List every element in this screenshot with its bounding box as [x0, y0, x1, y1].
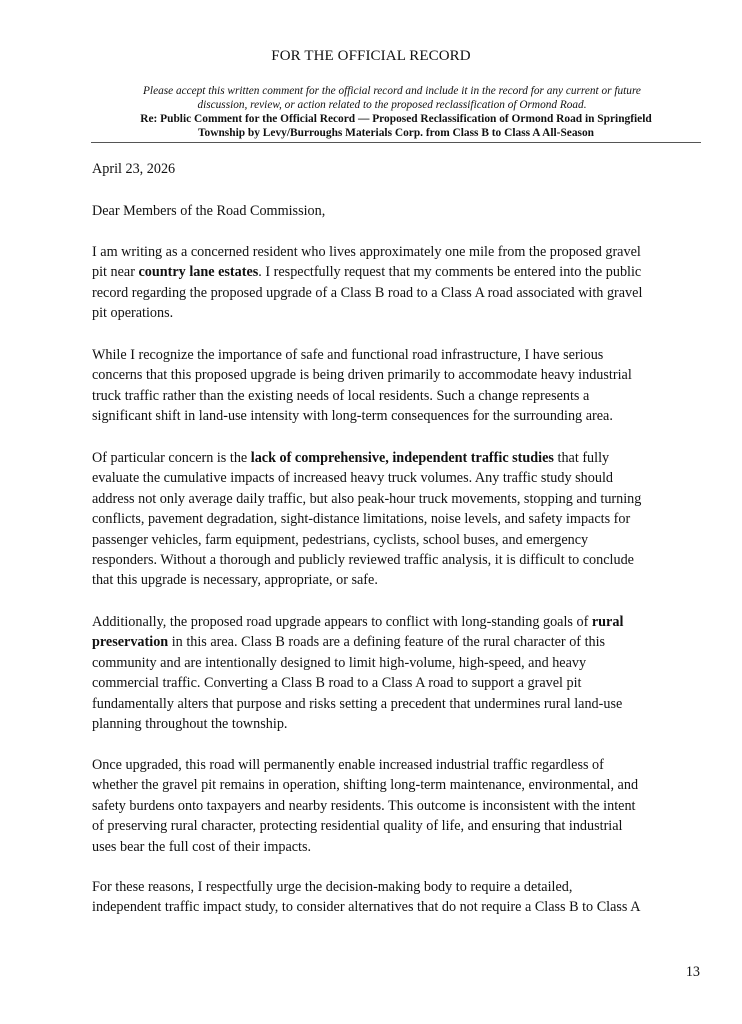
record-request-note-line: discussion, review, or action related to the proposed reclassification of Ormond Road. — [197, 99, 587, 112]
paragraph-line: community and are intentionally designed to limit high-volume, high-speed, and heavy — [92, 654, 587, 671]
paragraph-line — [92, 262, 712, 282]
emphasis-rural: rural — [591, 614, 624, 630]
subject-line — [86, 112, 706, 140]
emphasis-location: country lane estates — [138, 264, 259, 281]
paragraph-line: concerns that this proposed upgrade is being driven primarily to accommodate heavy industrial — [92, 367, 632, 384]
text-run: that fully — [553, 450, 610, 466]
text-run: Additionally, the proposed road upgrade appears to conflict with long-standing goals of — [92, 614, 592, 630]
page-number: 13 — [685, 964, 700, 980]
subject-line-text: Township by Levy/Burroughs Materials Corp. from Class B to Class A All-Season — [198, 127, 594, 140]
paragraph-line — [92, 612, 712, 632]
record-request-note-line: Please accept this written comment for the official record and include it in the record for any current or future — [143, 85, 641, 97]
paragraph-line — [92, 448, 712, 468]
paragraph-line: Once upgraded, this road will permanently enable increased industrial traffic regardless of — [92, 757, 604, 773]
paragraph-line: whether the gravel pit remains in operation, shifting long-term maintenance, environmental, and — [92, 777, 639, 794]
paragraph-permanent-impact — [92, 755, 712, 857]
paragraph-line: I am writing as a concerned resident who lives approximately one mile from the proposed gravel — [92, 244, 641, 260]
paragraph-line: responders. Without a thorough and publicly reviewed traffic analysis, it is difficult to conclude — [92, 552, 634, 569]
text-run: in this area. Class B roads are a defining feature of the rural character of this — [168, 634, 606, 651]
letter-date — [92, 159, 712, 179]
paragraph-line: commercial traffic. Converting a Class B road to a Class A road to support a gravel pit — [92, 675, 582, 692]
paragraph-line: uses bear the full cost of their impacts. — [92, 838, 312, 855]
subject-line-text: Re: Public Comment for the Official Record — Proposed Reclassification of Ormond Road in Springfield — [140, 113, 652, 125]
paragraph-residence — [92, 242, 712, 324]
emphasis-traffic-studies: lack of comprehensive, independent traffic studies — [250, 450, 554, 466]
paragraph-line: significant shift in land-use intensity with long-term consequences for the surrounding area. — [92, 408, 613, 425]
paragraph-concerns — [92, 345, 712, 427]
text-run: pit near — [92, 264, 139, 281]
paragraph-line: address not only average daily traffic, but also peak-hour truck movements, stopping and turning — [92, 490, 642, 507]
paragraph-rural-preservation — [92, 612, 712, 734]
emphasis-preservation: preservation — [92, 634, 169, 651]
header-divider — [91, 142, 701, 143]
paragraph-line — [92, 632, 712, 652]
paragraph-line: conflicts, pavement degradation, sight-distance limitations, noise levels, and safety impacts for — [92, 511, 631, 528]
paragraph-line: fundamentally alters that purpose and risks setting a precedent that undermines rural land-use — [92, 695, 623, 712]
paragraph-line: that this upgrade is necessary, appropriate, or safe. — [92, 572, 378, 589]
paragraph-request — [92, 877, 712, 918]
paragraph-line: passenger vehicles, farm equipment, pedestrians, cyclists, school buses, and emergency — [92, 531, 589, 548]
letter-date-text: April 23, 2026 — [92, 161, 176, 177]
paragraph-line: evaluate the cumulative impacts of increased heavy truck volumes. Any traffic study should — [92, 470, 613, 487]
letter-salutation — [92, 201, 712, 221]
paragraph-traffic-studies — [92, 448, 712, 591]
paragraph-line: pit operations. — [92, 305, 174, 322]
document-heading: FOR THE OFFICIAL RECORD — [271, 48, 471, 64]
paragraph-line: truck traffic rather than the existing needs of local residents. Such a change represents a — [92, 387, 590, 404]
paragraph-line: While I recognize the importance of safe and functional road infrastructure, I have serious — [92, 347, 604, 363]
paragraph-line: of preserving rural character, protecting residential quality of life, and ensuring that industrial — [92, 818, 623, 835]
paragraph-line: independent traffic impact study, to consider alternatives that do not require a Class B to Class A — [92, 899, 641, 916]
paragraph-line: planning throughout the township. — [92, 716, 288, 733]
text-run: Of particular concern is the — [92, 450, 251, 466]
paragraph-line: safety burdens onto taxpayers and nearby residents. This outcome is inconsistent with the intent — [92, 797, 636, 814]
record-request-note — [96, 84, 688, 112]
text-run: . I respectfully request that my comments be entered into the public — [258, 264, 642, 281]
paragraph-line: For these reasons, I respectfully urge the decision-making body to require a detailed, — [92, 879, 573, 895]
salutation-text: Dear Members of the Road Commission, — [92, 203, 326, 219]
paragraph-line: record regarding the proposed upgrade of a Class B road to a Class A road associated with gravel — [92, 284, 643, 301]
